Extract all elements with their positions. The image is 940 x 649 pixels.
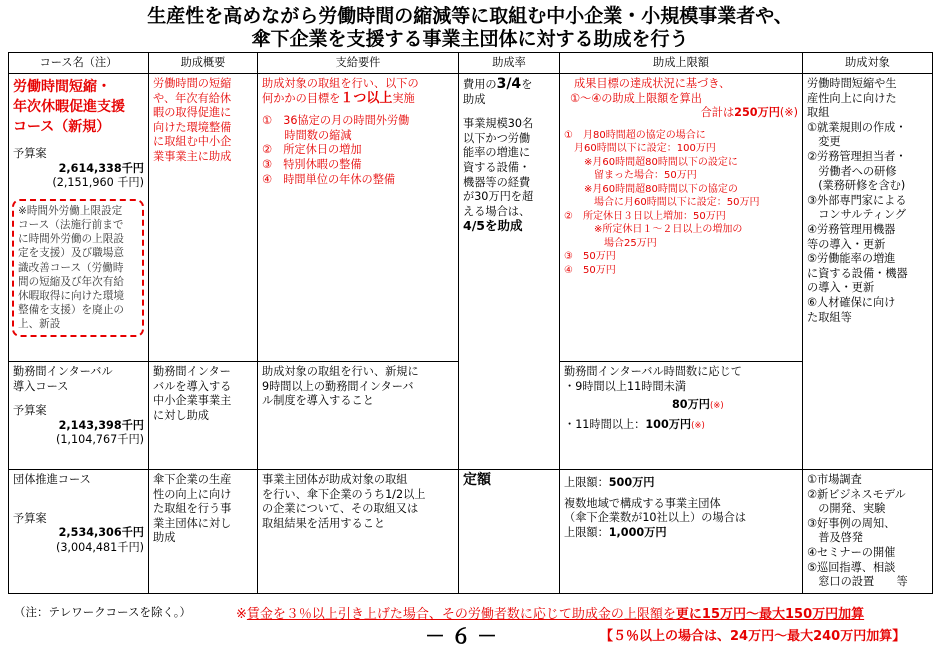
target-line: ①就業規則の作成・ [807,120,907,134]
limit-total-mark: (※) [779,106,798,120]
target-line: 変更 [807,135,841,149]
overview-line: や、年次有給休 [153,91,232,105]
note-line: 定を支援）及び職場意 [18,247,124,260]
target-line: ①市場調査 [807,473,862,486]
target-line: た取組等 [807,310,852,324]
row3-budget: 2,534,306千円 [58,526,144,540]
limit-line [564,526,798,541]
overview-line: 暇の取得促進に [153,106,232,120]
req-line: ル制度を導入すること [262,394,374,408]
limit-line [564,398,798,414]
target-line: ⑤巡回指導、相談 [807,560,896,574]
row1-budget: 2,614,338千円 [58,161,144,175]
limit-item: 月60時間以下に設定：100万円 [564,143,716,155]
target-line: 労働時間短縮や生 [807,77,897,90]
req-item: ③ 特別休暇の整備 [262,157,362,171]
note-line: 上、新設 [18,318,61,331]
row2-budget: 2,143,398千円 [58,418,144,432]
limit-amount: 80万円 [672,398,710,412]
row1-overview-cell [149,74,258,362]
target-line: ⑤労働能率の増進 [807,252,896,266]
req-line: 助成対象の取組を行い、新規に [262,365,419,378]
limit-text: 上限額： [564,525,609,539]
target-line: 普及啓発 [807,531,863,545]
header-target: 助成対象 [803,53,933,74]
target-line: コンサルティング [807,208,907,222]
req-line: の企業について、その取組又は [262,502,419,516]
row1-course-cell [9,74,149,362]
overview-line: に対し助成 [153,408,209,422]
header-limit: 助成上限額 [560,53,803,74]
footer-note: （注：テレワークコースを除く。） [14,605,191,619]
target-line: 窓口の設置 等 [807,575,908,589]
limit-item: ※月60時間超80時間以下の協定の [564,183,738,195]
overview-line: 業事業主に助成 [153,149,232,163]
limit-text: 上限額： [564,476,609,489]
row3-rate-cell [459,470,560,594]
req-line: 取組結果を活用すること [262,516,386,530]
rate-cond-line: が30万円を超 [463,190,534,204]
row3-budget-prev: (3,004,481千円) [55,540,144,554]
row1-course-line: 労働時間短縮・ [13,79,111,95]
note-line: 整備を支援）を廃止の [18,304,124,317]
header-course: コース名（注） [9,53,149,74]
limit-item: ※月60時間超80時間以下の設定に [564,156,738,168]
overview-line: 助成 [153,531,176,545]
overview-line: 傘下企業の生産 [153,473,232,486]
rate-text: 費用の [463,78,497,91]
target-line: 等の導入・更新 [807,237,886,251]
note-line: に時間外労働の上限設 [18,233,124,246]
limit-line [564,418,798,434]
req-line: 事業主団体が助成対象の取組 [262,473,408,486]
overview-line: 勤務間インター [153,365,231,378]
overview-line: 性の向上に向け [153,487,232,501]
row3-course-name: 団体推進コース [13,473,91,486]
row3-course-cell [9,470,149,594]
row1-requirements-cell [258,74,459,362]
footer-wage-text: 賃金を３％以上引き上げた場合、その労働者数に応じて助成金の上限額を [246,607,676,622]
limit-line [564,476,798,491]
rate-cond-line: える場合は、 [463,204,531,218]
limit-item: ※所定休日１～２日以上の増加の [564,224,743,236]
limit-item: ② 所定休日３日以上増加：50万円 [564,210,726,222]
req-item: 時間数の縮減 [262,128,352,142]
req-emphasis: １つ以上 [340,90,393,106]
limit-amount: 500万円 [608,476,655,489]
limit-total-text: 合計は [700,106,735,120]
row3-overview-cell [149,470,258,594]
row1-budget-prev: (2,151,960 千円) [52,176,144,190]
rate-alt: 4/5を助成 [463,218,523,234]
row3-requirements-cell [258,470,459,594]
row2-limit-cell [560,362,803,470]
target-line: ④セミナーの開催 [807,545,896,559]
row1-course-line: コース（新規） [13,119,111,135]
row1-abolish-note [12,199,144,337]
limit-total-amount: 250万円 [734,106,780,120]
target-line: に資する設備・機器 [807,266,908,280]
row3-budget-label: 予算案 [13,511,47,525]
req-text: 実施 [392,91,415,105]
row3-target-cell [803,470,933,594]
footer-wage-note-2: 【５％以上の場合は、24万円～最大240万円加算】 [600,629,906,644]
note-line: 識改善コース（労働時 [18,261,124,274]
footer-mark: ※ [236,607,247,622]
rate-line [463,77,555,93]
note-line: コース（法施行前まで [18,218,124,231]
limit-items [564,129,798,278]
limit-line: ・9時間以上11時間未満 [564,379,687,393]
table-row [9,74,933,362]
rate-emphasis: 3/4 [496,76,522,92]
target-line: ③外部専門家による [807,193,907,207]
limit-line: 複数地域で構成する事業主団体 [564,496,721,510]
limit-text: ・11時間以上： [564,417,646,431]
row2-overview-cell [149,362,258,470]
limit-item: 留まった場合：50万円 [564,170,697,182]
row2-budget-prev: (1,104,767千円) [55,433,144,447]
footer-wage-note [236,603,864,622]
overview-line: 業主団体に対し [153,516,232,530]
row3-limit-cell [560,470,803,594]
rate-cond-line: 資する設備・ [463,160,531,174]
req-item: ② 所定休日の増加 [262,143,362,157]
row2-course-cell [9,362,149,470]
overview-line: バルを導入する [153,379,232,393]
target-line: 取組 [807,106,830,120]
limit-line: ①～④の助成上限額を算出 [570,91,702,105]
limit-line: （傘下企業数が10社以上）の場合は [564,511,747,525]
row2-budget-label: 予算案 [13,404,47,418]
header-requirements: 支給要件 [258,53,459,74]
req-line: 助成対象の取組を行い、以下の [262,77,419,90]
target-line: ⑥人材確保に向け [807,295,896,309]
target-line: ②労務管理担当者・ [807,149,907,163]
page-number: －６－ [425,624,503,648]
overview-line: た取組を行う事 [153,502,232,516]
target-line: の導入・更新 [807,281,875,295]
req-text: 何かかの目標を [262,91,341,105]
limit-mark: (※) [691,420,705,431]
limit-item: 場合に月60時間以下に設定：50万円 [564,197,760,209]
req-item: ① 36協定の月の時間外労働 [262,114,410,128]
rate-cond-line: 機器等の経費 [463,175,531,189]
row2-course-line: 導入コース [13,379,69,393]
target-line: 産性向上に向けた [807,91,897,105]
note-line: 休暇取得に向けた環境 [18,290,124,302]
page-title-line1: 生産性を高めながら労働時間の縮減等に取組む中小企業・小規模事業者や、 [147,5,793,27]
limit-item: ① 月80時間超の協定の場合に [564,129,706,141]
note-line: 間の短縮及び年次有給 [18,275,124,288]
overview-line: 向けた環境整備 [153,120,232,134]
rate-text: を [521,78,533,91]
target-line: ④労務管理用機器 [807,222,896,236]
row2-course-line: 勤務間インターバル [13,365,113,378]
req-line: を行い、傘下企業のうち1/2以上 [262,487,426,501]
table-row [9,470,933,594]
target-line: 労働者への研修 [807,164,897,178]
note-line: ※時間外労働上限設定 [18,204,123,217]
limit-amount: 100万円 [645,417,692,431]
target-line: (業務研修を含む) [807,179,906,193]
overview-line: に取組む中小企 [153,135,232,149]
req-line [262,92,454,107]
row1-course-line: 年次休暇促進支援 [13,99,125,115]
subsidy-table [8,52,933,594]
rate-cond-line: 事業規模30名 [463,117,534,131]
rate-cond-line: 以下かつ労働 [463,131,531,145]
rate-condition [463,117,555,234]
row2-requirements-cell [258,362,459,470]
table-header-row [9,53,933,74]
limit-mark: (※) [709,401,724,412]
overview-line: 中小企業事業主 [153,394,232,408]
limit-item: 場合25万円 [564,237,657,249]
limit-item: ④ 50万円 [564,264,616,276]
row1-limit-cell [560,74,803,362]
target-line: ②新ビジネスモデル [807,487,906,501]
limit-line: 勤務間インターバル時間数に応じて [564,365,742,378]
req-item: ④ 時間単位の年休の整備 [262,172,396,186]
footer-wage-amount: 更に15万円～最大150万円加算 [675,607,865,622]
limit-amount: 1,000万円 [608,525,667,539]
rate-line: 助成 [463,92,486,106]
target-line: の開発、実験 [807,502,886,516]
row3-rate: 定額 [463,472,491,488]
page-title-line2: 傘下企業を支援する事業主団体に対する助成を行う [251,28,689,50]
row1-rate-cell [459,74,560,470]
overview-line: 労働時間の短縮 [153,77,232,90]
limit-line: 成果目標の達成状況に基づき、 [574,77,731,90]
limit-item: ③ 50万円 [564,251,616,263]
req-items [262,114,454,187]
row1-course-name [13,77,144,137]
req-line: 9時間以上の勤務間インターバ [262,379,414,393]
rate-cond-line: 能率の増進に [463,146,531,160]
row1-budget-label: 予算案 [13,147,47,160]
header-rate: 助成率 [459,53,560,74]
header-overview: 助成概要 [149,53,258,74]
target-line: ③好事例の周知、 [807,516,896,530]
limit-total [564,106,798,121]
row1-target-cell [803,74,933,470]
